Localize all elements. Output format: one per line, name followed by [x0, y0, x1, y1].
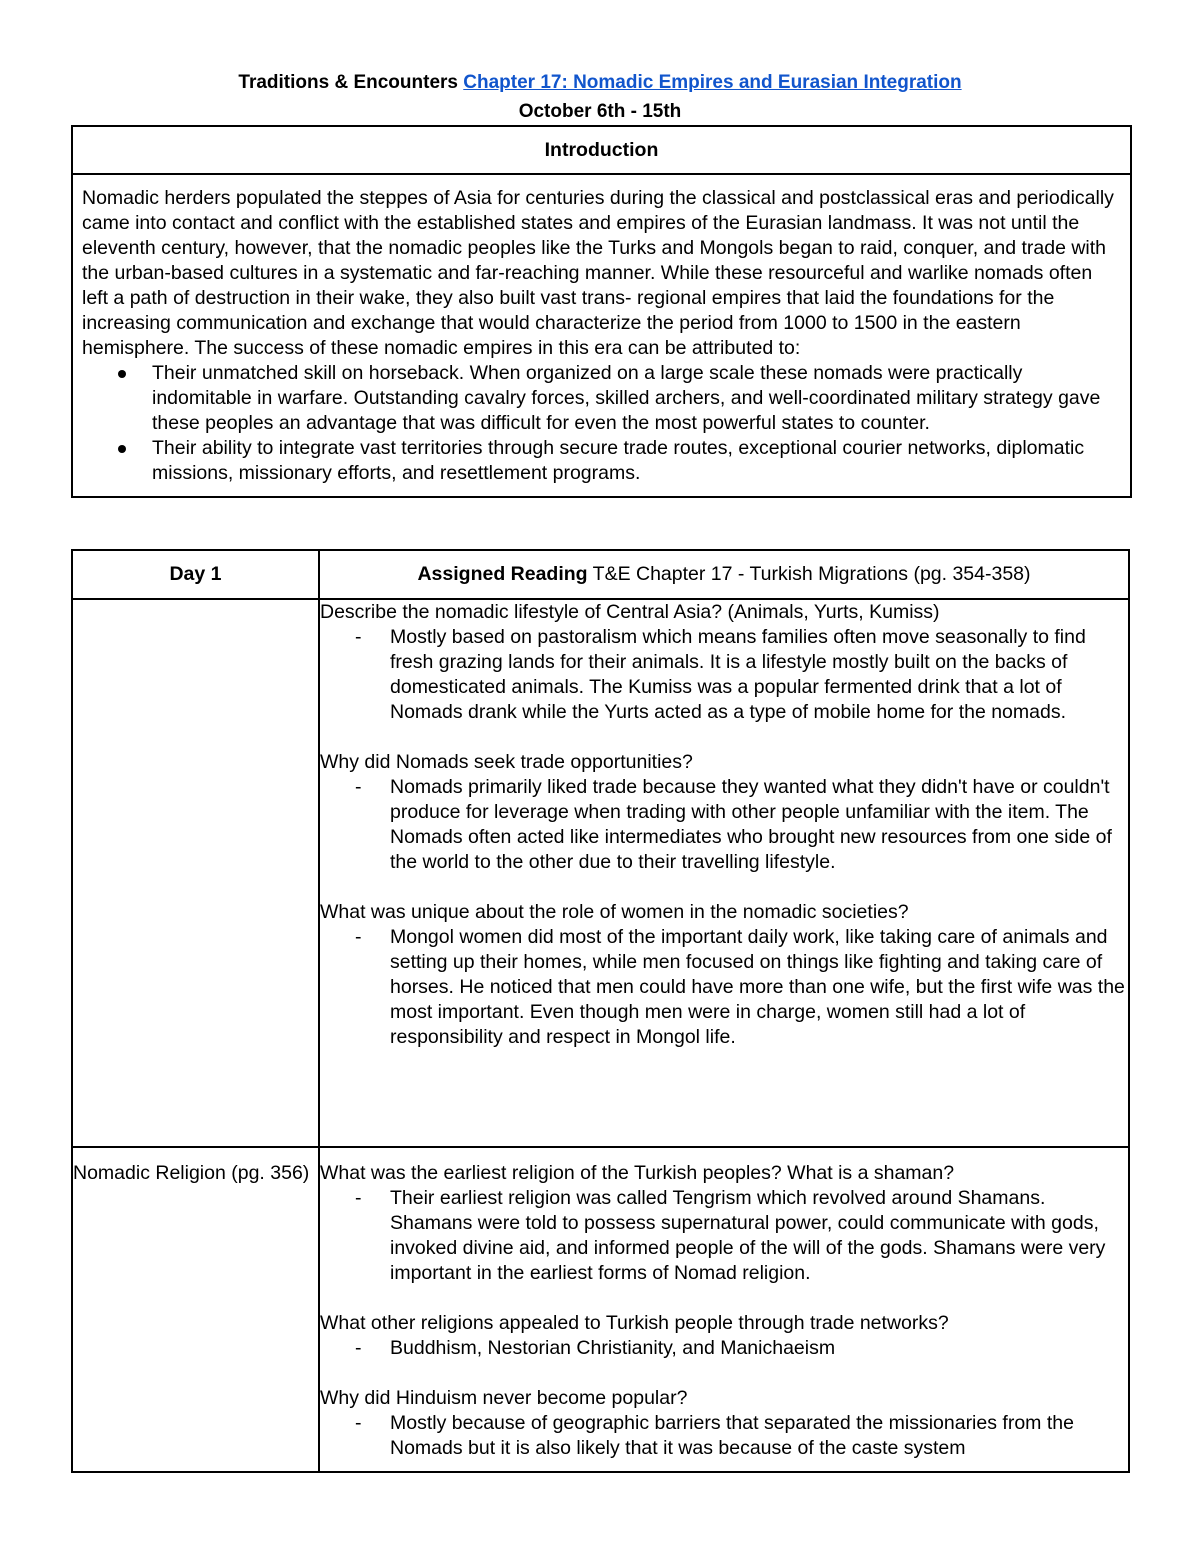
answer-text: Mongol women did most of the important daily work, like taking care of animals and setting up their homes, while men focused on things like fighting and taking care of horses. He noticed that men could have more than one wife, but the first wife was the most important. Even though men were in charge, women still had a lot of responsibility and respect in Mongol life. [390, 926, 1125, 1048]
dash-marker: - [355, 926, 362, 948]
answer [320, 1186, 1128, 1286]
assigned-reading [319, 550, 1129, 599]
date-range: October 6th - 15th [518, 101, 682, 122]
qa-block [320, 600, 1128, 725]
answer-text: Their earliest religion was called Tengrism which revolved around Shamans. Shamans were told to possess supernatural power, could communicate with gods, invoked divine aid, and informed people of the will of the gods. Shamans were very important in the earliest forms of Nomad religion. [390, 1187, 1106, 1284]
answer [320, 775, 1128, 875]
qa-block [320, 900, 1128, 1050]
dash-marker: - [355, 1337, 362, 1359]
introduction-paragraph: Nomadic herders populated the steppes of Asia for centuries during the classical and postclassical eras and periodically came into contact and conflict with the established states and empires of the Eurasian landmass. It was not until the eleventh century, however, that the nomadic peoples like the Turks and Mongols began to raid, conquer, and trade with the urban-based cultures in a systematic and far-reaching manner. While these resourceful and warlike nomads often left a path of destruction in their wake, they also built vast trans- regional empires that laid the foundations for the increasing communication and exchange that would characterize the period from 1000 to 1500 in the eastern hemisphere. The success of these nomadic empires in this era can be attributed to: [82, 187, 1114, 359]
topic-cell [72, 599, 319, 1147]
dash-marker: - [355, 626, 362, 648]
answer-text: Mostly because of geographic barriers that separated the missionaries from the Nomads but it is also likely that it was because of the caste system [390, 1412, 1074, 1459]
qa-block [320, 1161, 1128, 1286]
qa-block [320, 750, 1128, 875]
answer-text: Mostly based on pastoralism which means families often move seasonally to find fresh grazing lands for their animals. It is a lifestyle mostly built on the backs of domesticated animals. The Kumiss was a popular fermented drink that a lot of Nomads drank while the Yurts acted as a type of mobile home for the nomads. [390, 626, 1086, 723]
dash-marker: - [355, 1412, 362, 1434]
answer-text: Buddhism, Nestorian Christianity, and Manichaeism [390, 1337, 836, 1359]
day-1-table [71, 549, 1130, 1473]
title-prefix: Traditions & Encounters [238, 72, 458, 93]
answer-text: Nomads primarily liked trade because they wanted what they didn't have or couldn't produce for leverage when trading with other people unfamiliar with the item. The Nomads often acted like intermediates who brought new resources from one side of the world to the other due to their travelling lifestyle. [390, 776, 1112, 873]
assigned-reading-label: Assigned Reading [417, 563, 588, 585]
answer [320, 925, 1128, 1050]
question: Why did Hinduism never become popular? [320, 1387, 688, 1409]
assigned-reading-text: T&E Chapter 17 - Turkish Migrations (pg. 354-358) [587, 563, 1031, 585]
question: What was the earliest religion of the Turkish peoples? What is a shaman? [320, 1162, 955, 1184]
question: Why did Nomads seek trade opportunities? [320, 751, 693, 773]
qa-block [320, 1311, 1128, 1361]
question: What other religions appealed to Turkish people through trade networks? [320, 1312, 949, 1334]
questions-cell [319, 599, 1129, 1147]
question: What was unique about the role of women in the nomadic societies? [320, 901, 909, 923]
document-title [0, 71, 1200, 95]
qa-block [320, 1386, 1128, 1461]
day-label: Day 1 [72, 550, 319, 599]
dash-marker: - [355, 776, 362, 798]
introduction-heading: Introduction [72, 126, 1131, 174]
question: Describe the nomadic lifestyle of Central Asia? (Animals, Yurts, Kumiss) [320, 601, 940, 623]
dash-marker: - [355, 1187, 362, 1209]
introduction-bullet: Their unmatched skill on horseback. When organized on a large scale these nomads were practically indomitable in warfare. Outstanding cavalry forces, skilled archers, and well-coordinated military strategy gave these peoples an advantage that was difficult for even the most powerful states to counter. [152, 361, 1120, 436]
answer [320, 1411, 1128, 1461]
answer [320, 625, 1128, 725]
introduction-table [71, 125, 1132, 498]
topic-cell: Nomadic Religion (pg. 356) [72, 1147, 319, 1472]
questions-cell [319, 1147, 1129, 1472]
chapter-link[interactable]: Chapter 17: Nomadic Empires and Eurasian Integration [463, 72, 962, 93]
answer [320, 1336, 1128, 1361]
introduction-bullet-list [82, 361, 1120, 486]
introduction-body [72, 174, 1131, 497]
introduction-bullet: Their ability to integrate vast territories through secure trade routes, exceptional courier networks, diplomatic missions, missionary efforts, and resettlement programs. [152, 436, 1120, 486]
